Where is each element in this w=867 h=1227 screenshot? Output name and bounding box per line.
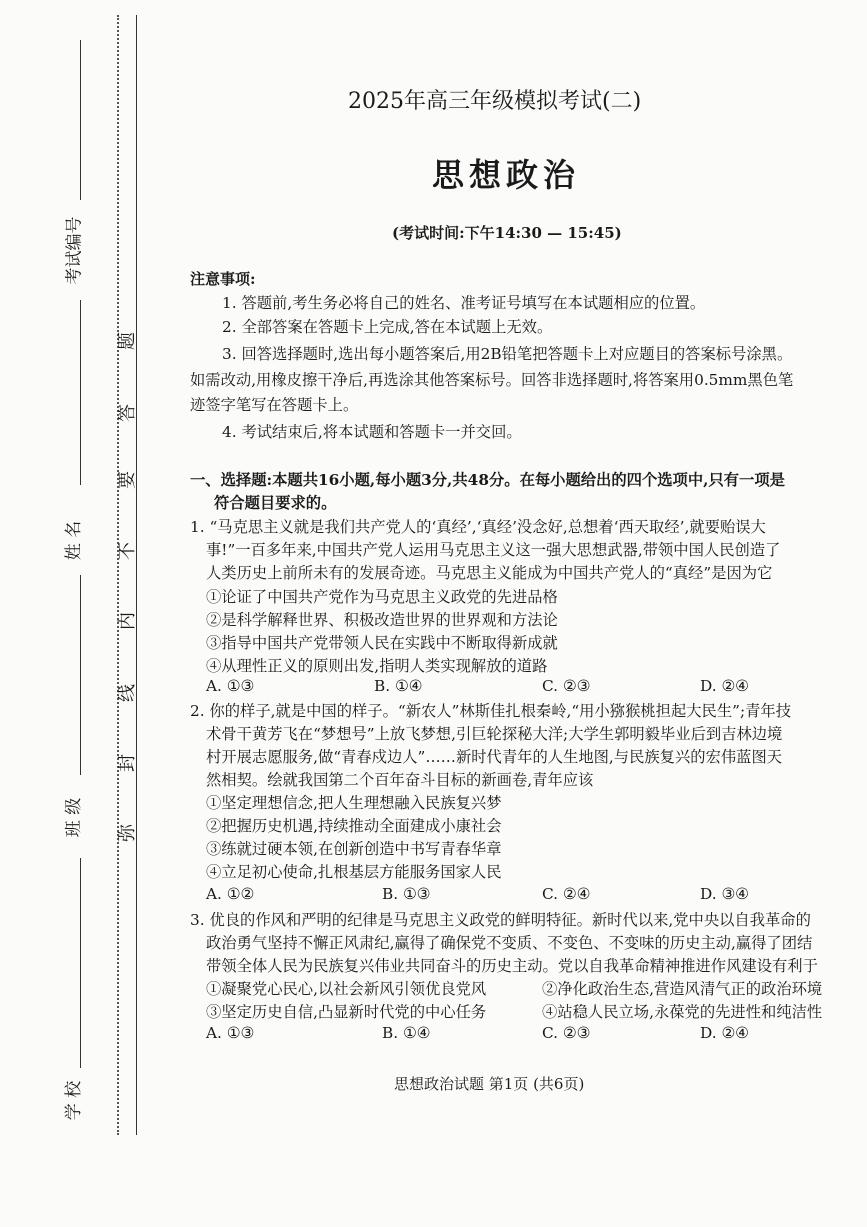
margin-solid-line (136, 15, 137, 1135)
question-text: 事!”一百多年来,中国共产党人运用马克思主义这一强大思想武器,带领中国人民创造了 (206, 541, 781, 559)
statement: ③指导中国共产党带领人民在实践中不断取得新成就 (206, 634, 558, 652)
notice-item: 4. 考试结束后,将本试题和答题卡一并交回。 (222, 423, 522, 441)
choice-a[interactable]: A. ①③ (206, 1024, 255, 1042)
choice-a[interactable]: A. ①③ (206, 677, 255, 695)
name-label: 姓 名 (64, 520, 85, 561)
seal-char: 弥 (117, 824, 138, 842)
question-text: 政治勇气坚持不懈正风肃纪,赢得了确保党不变质、不变色、不变味的历史主动,赢得了团结 (206, 934, 813, 952)
statement: ②把握历史机遇,持续推动全面建成小康社会 (206, 817, 502, 835)
class-label: 班 级 (64, 797, 85, 838)
choice-d[interactable]: D. ③④ (700, 885, 749, 903)
statement: ④从理性正义的原则出发,指明人类实现解放的道路 (206, 657, 548, 675)
statement: ③练就过硬本领,在创新创造中书写青春华章 (206, 840, 502, 858)
question-text: 1. “马克思主义就是我们共产党人的‘真经’,‘真经’没念好,总想着‘西天取经’,就要贻误大 (190, 518, 766, 536)
subject-title: 思想政治 (432, 156, 581, 194)
statement: ②是科学解释世界、积极改造世界的世界观和方法论 (206, 611, 558, 629)
page-footer: 思想政治试题 第1页 (共6页) (394, 1075, 585, 1093)
notice-item: 1. 答题前,考生务必将自己的姓名、准考证号填写在本试题相应的位置。 (222, 294, 706, 312)
statement: ④立足初心使命,扎根基层方能服务国家人民 (206, 863, 502, 881)
notice-heading: 注意事项: (190, 270, 256, 288)
seal-char: 要 (117, 471, 138, 489)
choice-c[interactable]: C. ②③ (542, 1024, 591, 1042)
section-heading-cont: 符合题目要求的。 (214, 494, 337, 512)
statement: ①论证了中国共产党作为马克思主义政党的先进品格 (206, 588, 558, 606)
section-heading: 一、选择题:本题共16小题,每小题3分,共48分。在每小题给出的四个选项中,只有一项是 (190, 471, 785, 489)
choice-a[interactable]: A. ①② (206, 885, 255, 903)
choice-b[interactable]: B. ①④ (382, 1024, 431, 1042)
seal-char: 封 (117, 754, 138, 772)
statement: ①坚定理想信念,把人生理想融入民族复兴梦 (206, 794, 502, 812)
seal-char: 答 (117, 404, 138, 422)
question-text: 术骨干黄芳飞在“梦想号”上放飞梦想,引巨轮探秘大洋;大学生郭明毅毕业后到吉林边境 (206, 725, 783, 743)
seal-char: 题 (117, 332, 138, 350)
notice-item: 2. 全部答案在答题卡上完成,答在本试题上无效。 (222, 318, 553, 336)
choice-b[interactable]: B. ①④ (374, 677, 423, 695)
choice-c[interactable]: C. ②③ (542, 677, 591, 695)
statement: ①凝聚党心民心,以社会新风引领优良党风 (206, 980, 487, 998)
class-field[interactable] (80, 575, 81, 775)
notice-item: 如需改动,用橡皮擦干净后,再选涂其他答案标号。回答非选择题时,将答案用0.5mm黑色笔 (190, 371, 794, 389)
question-text: 村开展志愿服务,做“青春戍边人”……新时代青年的人生地图,与民族复兴的宏伟蓝图天 (206, 748, 783, 766)
seal-char: 不 (117, 542, 138, 560)
seal-char: 内 (117, 612, 138, 630)
question-text: 3. 优良的作风和严明的纪律是马克思主义政党的鲜明特征。新时代以来,党中央以自我革命的 (190, 911, 811, 929)
exam-time: (考试时间:下午14:30 — 15:45) (392, 224, 622, 242)
choice-b[interactable]: B. ①③ (382, 885, 431, 903)
seal-char: 线 (117, 684, 138, 702)
margin-dashed-line (117, 15, 119, 1135)
exam-no-field[interactable] (80, 40, 81, 200)
question-text: 人类历史上前所未有的发展奇迹。马克思主义能成为中国共产党人的“真经”是因为它 (206, 564, 773, 582)
school-field[interactable] (80, 858, 81, 1068)
choice-d[interactable]: D. ②④ (700, 677, 749, 695)
question-text: 2. 你的样子,就是中国的样子。“新农人”林斯佳扎根秦岭,“用小猕猴桃担起大民生”;青年技 (190, 702, 792, 720)
notice-item: 3. 回答选择题时,选出每小题答案后,用2B铅笔把答题卡上对应题目的答案标号涂黑。 (222, 345, 793, 363)
statement: ②净化政治生态,营造风清气正的政治环境 (542, 980, 823, 998)
school-label: 学 校 (64, 1080, 85, 1121)
exam-title: 2025年高三年级模拟考试(二) (348, 89, 642, 114)
choice-c[interactable]: C. ②④ (542, 885, 591, 903)
statement: ④站稳人民立场,永葆党的先进性和纯洁性 (542, 1003, 823, 1021)
question-text: 然相契。绘就我国第二个百年奋斗目标的新画卷,青年应该 (206, 771, 594, 789)
notice-item: 迹签字笔写在答题卡上。 (190, 396, 359, 414)
question-text: 带领全体人民为民族复兴伟业共同奋斗的历史主动。党以自我革命精神推进作风建设有利于 (206, 957, 818, 975)
statement: ③坚定历史自信,凸显新时代党的中心任务 (206, 1003, 487, 1021)
choice-d[interactable]: D. ②④ (700, 1024, 749, 1042)
exam-no-label: 考试编号 (64, 216, 85, 285)
name-field[interactable] (80, 300, 81, 485)
